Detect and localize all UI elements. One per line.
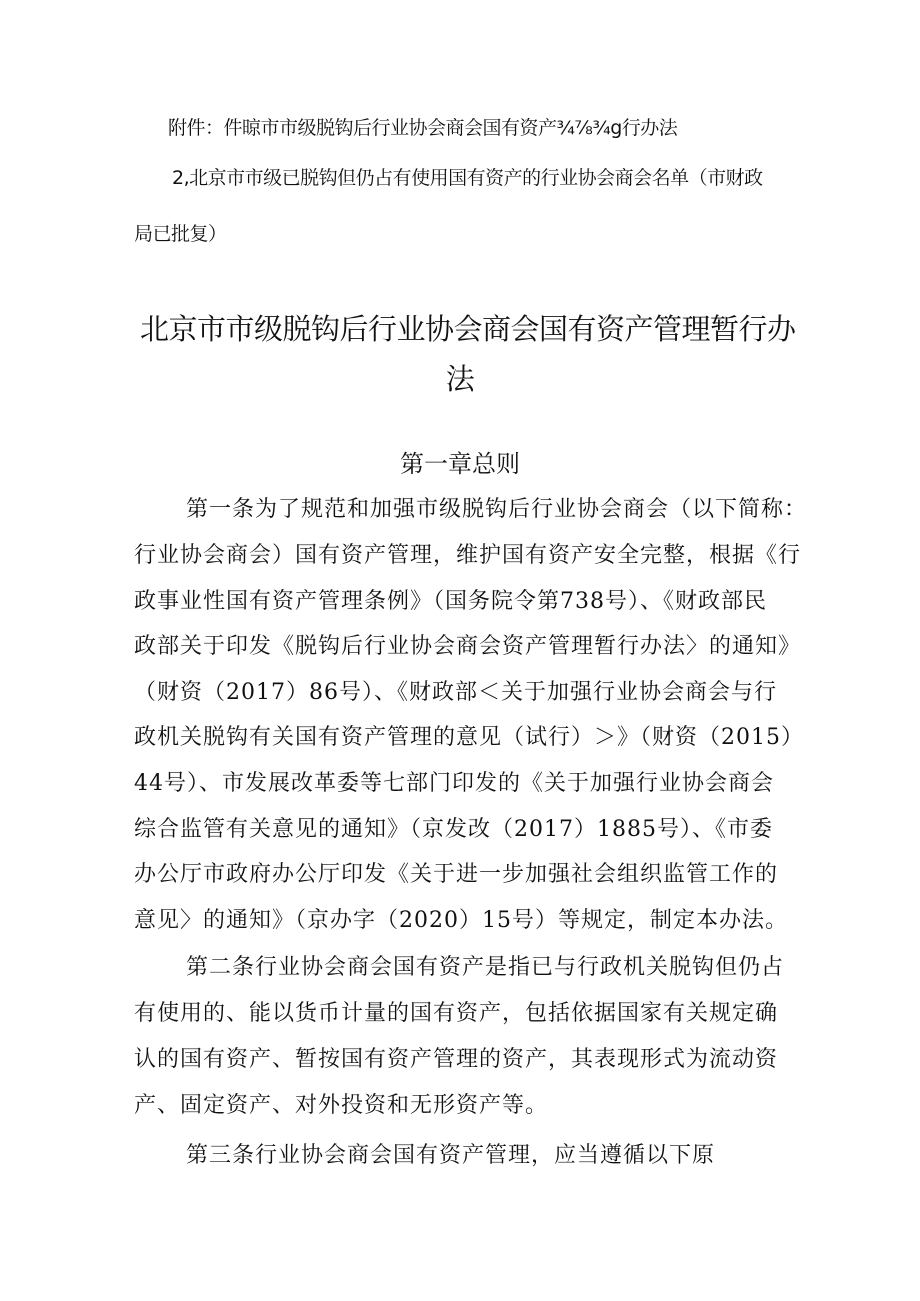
body-line: 政部关于印发《脱钩后行业协会商会资产管理暂行办法〉的通知》 bbox=[134, 634, 802, 659]
attachment-line-2: 2,北京市市级已脱钩但仍占有使用国有资产的行业协会商会名单（市财政 bbox=[172, 167, 763, 189]
chapter-heading: 第一章总则 bbox=[400, 450, 520, 478]
body-line: 第一条为了规范和加强市级脱钩后行业协会商会（以下简称： bbox=[186, 497, 808, 522]
body-line: 第三条行业协会商会国有资产管理，应当遵循以下原 bbox=[186, 1143, 716, 1168]
body-line: 综合监管有关意见的通知》（京发改（2017）1885号）、《市委 bbox=[134, 817, 773, 842]
body-line: 政事业性国有资产管理条例》（国务院令第738号）、《财政部民 bbox=[134, 589, 767, 614]
body-line: 行业协会商会）国有资产管理，维护国有资产安全完整，根据《行 bbox=[134, 543, 802, 568]
body-line: 认的国有资产、暂按国有资产管理的资产，其表现形式为流动资 bbox=[134, 1047, 779, 1072]
body-line: 44号）、市发展改革委等七部门印发的《关于加强行业协会商会 bbox=[134, 771, 774, 796]
body-line: 办公厅市政府办公厅印发《关于进一步加强社会组织监管工作的 bbox=[134, 862, 779, 887]
title-line-1: 北京市市级脱钩后行业协会商会国有资产管理暂行办 bbox=[140, 312, 796, 346]
body-line: 政机关脱钩有关国有资产管理的意见（试行）＞》（财资（2015） bbox=[134, 725, 804, 750]
attachment-line-3: 局已批复） bbox=[134, 223, 227, 245]
attachment-line-1: 附件：件晾市市级脱钩后行业协会商会国有资产¾⅞¾g行办法 bbox=[168, 117, 678, 139]
body-line: 意见〉的通知》（京办字（2020）15号）等规定，制定本办法。 bbox=[134, 908, 788, 933]
body-line: （财资（2017）86号）、《财政部＜关于加强行业协会商会与行 bbox=[134, 680, 777, 705]
body-line: 有使用的、能以货币计量的国有资产，包括依据国家有关规定确 bbox=[134, 1001, 779, 1026]
body-line: 第二条行业协会商会国有资产是指已与行政机关脱钩但仍占 bbox=[186, 955, 785, 980]
title-line-2: 法 bbox=[445, 362, 475, 396]
body-line: 产、固定资产、对外投资和无形资产等。 bbox=[134, 1093, 549, 1118]
document-title bbox=[140, 304, 796, 404]
